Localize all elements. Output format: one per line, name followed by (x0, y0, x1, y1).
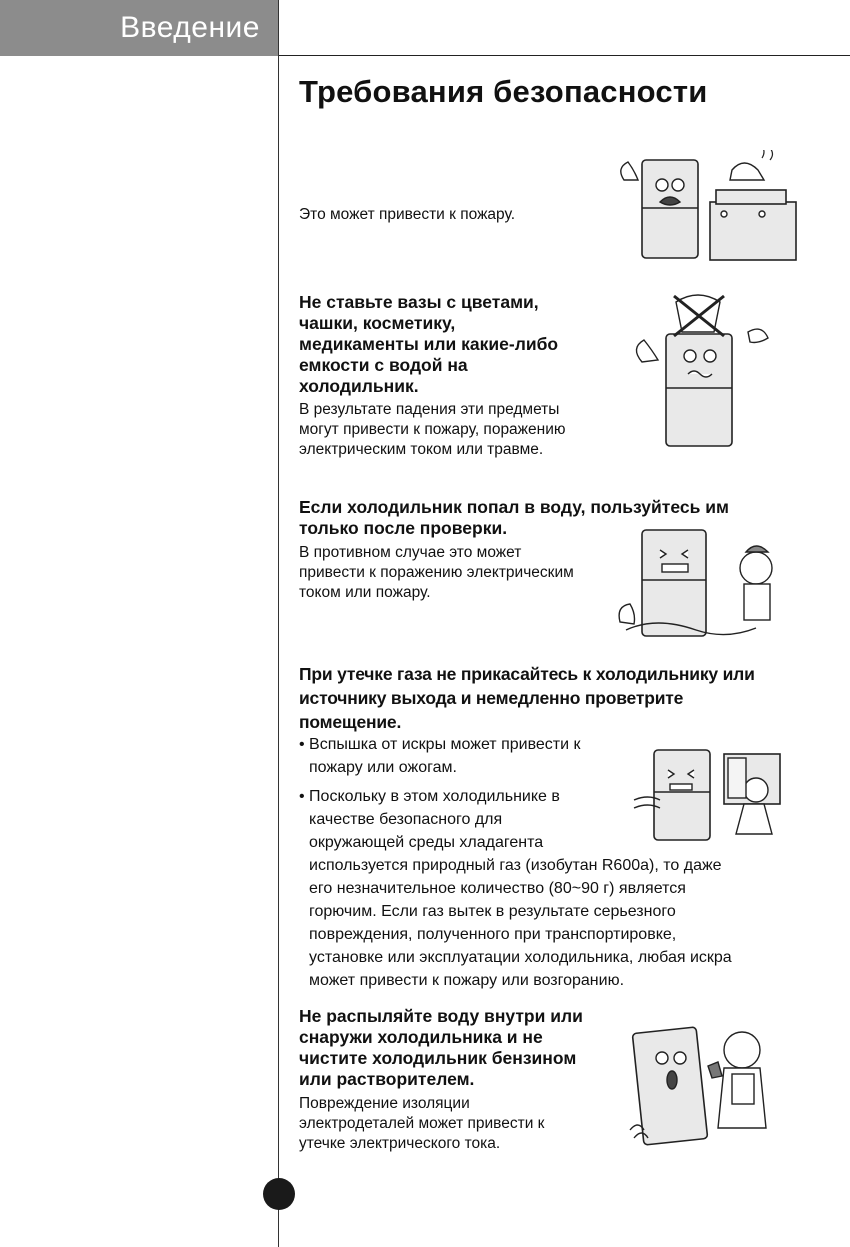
refrigerator-with-vase-icon (628, 292, 778, 452)
item-5-body: Повреждение изоляции электродеталей может привести к утечке электрического тока. (299, 1095, 545, 1152)
item-4-bullet-2: • Поскольку в этом холодильнике в качестве безопасного для окружающей среды хладагента используется природный газ (изобутан R600a), то даже его незначительное количество (80~90 г) является горючим. Если газ вытек в результате серьезного повреждения, полученного при транспортировке, установке или эксплуатации холодильника, любая искра может привести к пожару или возгоранию. (299, 788, 732, 989)
item-2-heading: Не ставьте вазы с цветами, чашки, косметику, медикаменты или какие-либо емкости с водой на холодильник. (299, 292, 559, 396)
item-2-body: В результате падения эти предметы могут привести к пожару, поражению электрическим током или травме. (299, 401, 566, 458)
item-4-heading: При утечке газа не прикасайтесь к холодильнику или источнику выхода и немедленно проветрите помещение. (299, 664, 755, 732)
page-title: Требования безопасности (299, 74, 708, 109)
refrigerator-in-water-icon (616, 526, 788, 642)
refrigerator-open-window-icon (632, 744, 790, 844)
item-3-heading: Если холодильник попал в воду, пользуйтесь им только после проверки. (299, 497, 729, 538)
item-5-heading: Не распыляйте воду внутри или снаружи холодильника и не чистите холодильник бензином или растворителем. (299, 1006, 583, 1089)
refrigerator-spray-bottle-icon (628, 1002, 778, 1152)
section-tab: Введение (0, 0, 278, 56)
page-marker-dot (263, 1178, 295, 1210)
item-1-body: Это может привести к пожару. (299, 206, 516, 223)
page-margin-rule (278, 0, 279, 1247)
header-rule (278, 55, 850, 56)
refrigerator-next-to-stove-icon (612, 150, 802, 268)
item-4-bullet-1: • Вспышка от искры может привести к пожару или ожогам. (299, 736, 581, 776)
item-3-body: В противном случае это может привести к поражению электрическим током или пожару. (299, 544, 574, 601)
